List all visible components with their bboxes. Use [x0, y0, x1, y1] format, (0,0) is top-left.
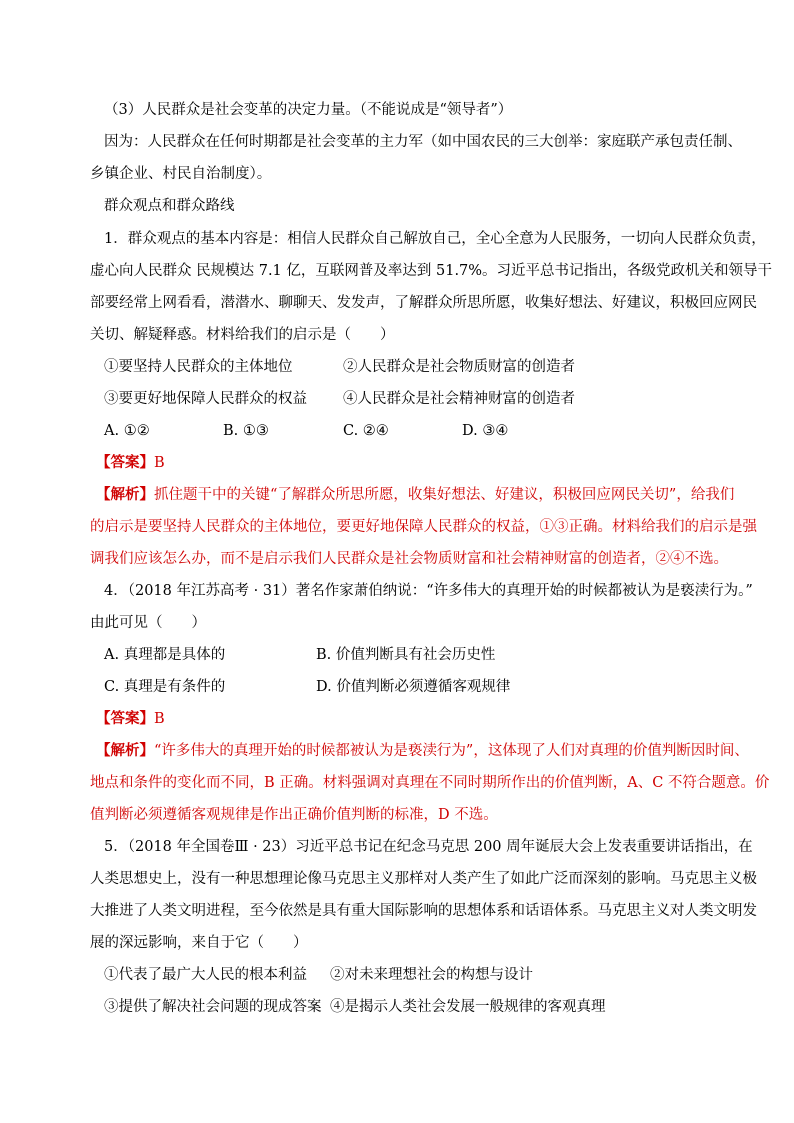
q1-statement-3: ③要更好地保障人民群众的权益 — [104, 391, 307, 407]
q1-answer — [96, 453, 165, 473]
q5-stem-line-2: 人类思想史上，没有一种思想理论像马克思主义那样对人类产生了如此广泛而深刻的影响。马克思主义极 — [90, 871, 757, 887]
q1-choice-b: B. ①③ — [223, 423, 269, 439]
q4-choice-d: D. 价值判断必须遵循客观规律 — [316, 679, 511, 695]
q5-statement-4: ④是揭示人类社会发展一般规律的客观真理 — [330, 999, 606, 1015]
q1-statement-1: ①要坚持人民群众的主体地位 — [104, 359, 293, 375]
q4-analysis-line-2: 地点和条件的变化而不同，B 正确。材料强调对真理在不同时期所作出的价值判断，A、C 不符合题意。价 — [90, 775, 770, 791]
q4-analysis-line-1 — [96, 741, 749, 761]
q4-analysis-line-3: 值判断必须遵循客观规律是作出正确价值判断的标准，D 不选。 — [90, 807, 498, 823]
section-heading: 群众观点和群众路线 — [104, 198, 235, 214]
q5-stem-line-1: 5．（2018 年全国卷Ⅲ · 23）习近平总书记在纪念马克思 200 周年诞辰大会上发表重要讲话指出，在 — [104, 839, 753, 855]
q1-statement-2: ②人民群众是社会物质财富的创造者 — [343, 359, 575, 375]
q4-stem-line-2: 由此可见（ ） — [90, 615, 206, 631]
q1-stem-line-4: 关切、解疑释惑。材料给我们的启示是（ ） — [90, 327, 395, 343]
q1-analysis-line-3: 调我们应该怎么办，而不是启示我们人民群众是社会物质财富和社会精神财富的创造者，②④不选。 — [90, 551, 728, 567]
q5-stem-line-4: 展的深远影响，来自于它（ ） — [90, 935, 308, 951]
reason-line-2: 乡镇企业、村民自治制度）。 — [90, 166, 272, 182]
q4-answer — [96, 709, 165, 729]
point-3-heading: （3）人民群众是社会变革的决定力量。（不能说成是“领导者”） — [104, 102, 513, 118]
analysis-label: 【解析】 — [96, 742, 154, 759]
reason-line-1: 因为：人民群众在任何时期都是社会变革的主力军（如中国农民的三大创举：家庭联产承包责任制、 — [104, 134, 742, 150]
q4-choice-b: B. 价值判断具有社会历史性 — [316, 647, 496, 663]
q1-choice-c: C. ②④ — [343, 423, 389, 439]
q5-statement-1: ①代表了最广大人民的根本利益 — [104, 967, 307, 983]
analysis-text: 抓住题干中的关键“了解群众所思所愿，收集好想法、好建议，积极回应网民关切”，给我们 — [154, 487, 735, 503]
analysis-label: 【解析】 — [96, 486, 154, 503]
answer-label: 【答案】 — [96, 454, 154, 471]
q1-choice-d: D. ③④ — [462, 423, 509, 439]
q1-stem-line-3: 部要经常上网看看，潜潜水、聊聊天、发发声，了解群众所思所愿，收集好想法、好建议，积极回应网民 — [90, 295, 757, 311]
q1-statement-4: ④人民群众是社会精神财富的创造者 — [343, 391, 575, 407]
q5-statement-2: ②对未来理想社会的构想与设计 — [330, 967, 533, 983]
answer-label: 【答案】 — [96, 710, 154, 727]
q1-analysis-line-2: 的启示是要坚持人民群众的主体地位，要更好地保障人民群众的权益，①③正确。材料给我们的启示是强 — [90, 519, 757, 535]
q1-analysis-line-1 — [96, 485, 734, 505]
q1-choice-a: A. ①② — [104, 423, 150, 439]
q5-statement-3: ③提供了解决社会问题的现成答案 — [104, 999, 322, 1015]
q4-stem-line-1: 4．（2018 年江苏高考 · 31）著名作家萧伯纳说：“许多伟大的真理开始的时候都被认为是亵渎行为。” — [104, 583, 753, 599]
answer-value: B — [154, 455, 165, 471]
answer-value: B — [154, 711, 165, 727]
q1-stem-line-1: 1．群众观点的基本内容是：相信人民群众自己解放自己，全心全意为人民服务，一切向人民群众负责， — [104, 231, 766, 247]
q1-stem-line-2: 虚心向人民群众 民规模达 7.1 亿，互联网普及率达到 51.7%。习近平总书记指出，各级党政机关和领导干 — [90, 263, 773, 279]
q4-choice-c: C. 真理是有条件的 — [104, 679, 226, 695]
analysis-text: “许多伟大的真理开始的时候都被认为是亵渎行为”，这体现了人们对真理的价值判断因时间、 — [154, 743, 749, 759]
q5-stem-line-3: 大推进了人类文明进程，至今依然是具有重大国际影响的思想体系和话语体系。马克思主义对人类文明发 — [90, 903, 757, 919]
q4-choice-a: A. 真理都是具体的 — [104, 647, 226, 663]
